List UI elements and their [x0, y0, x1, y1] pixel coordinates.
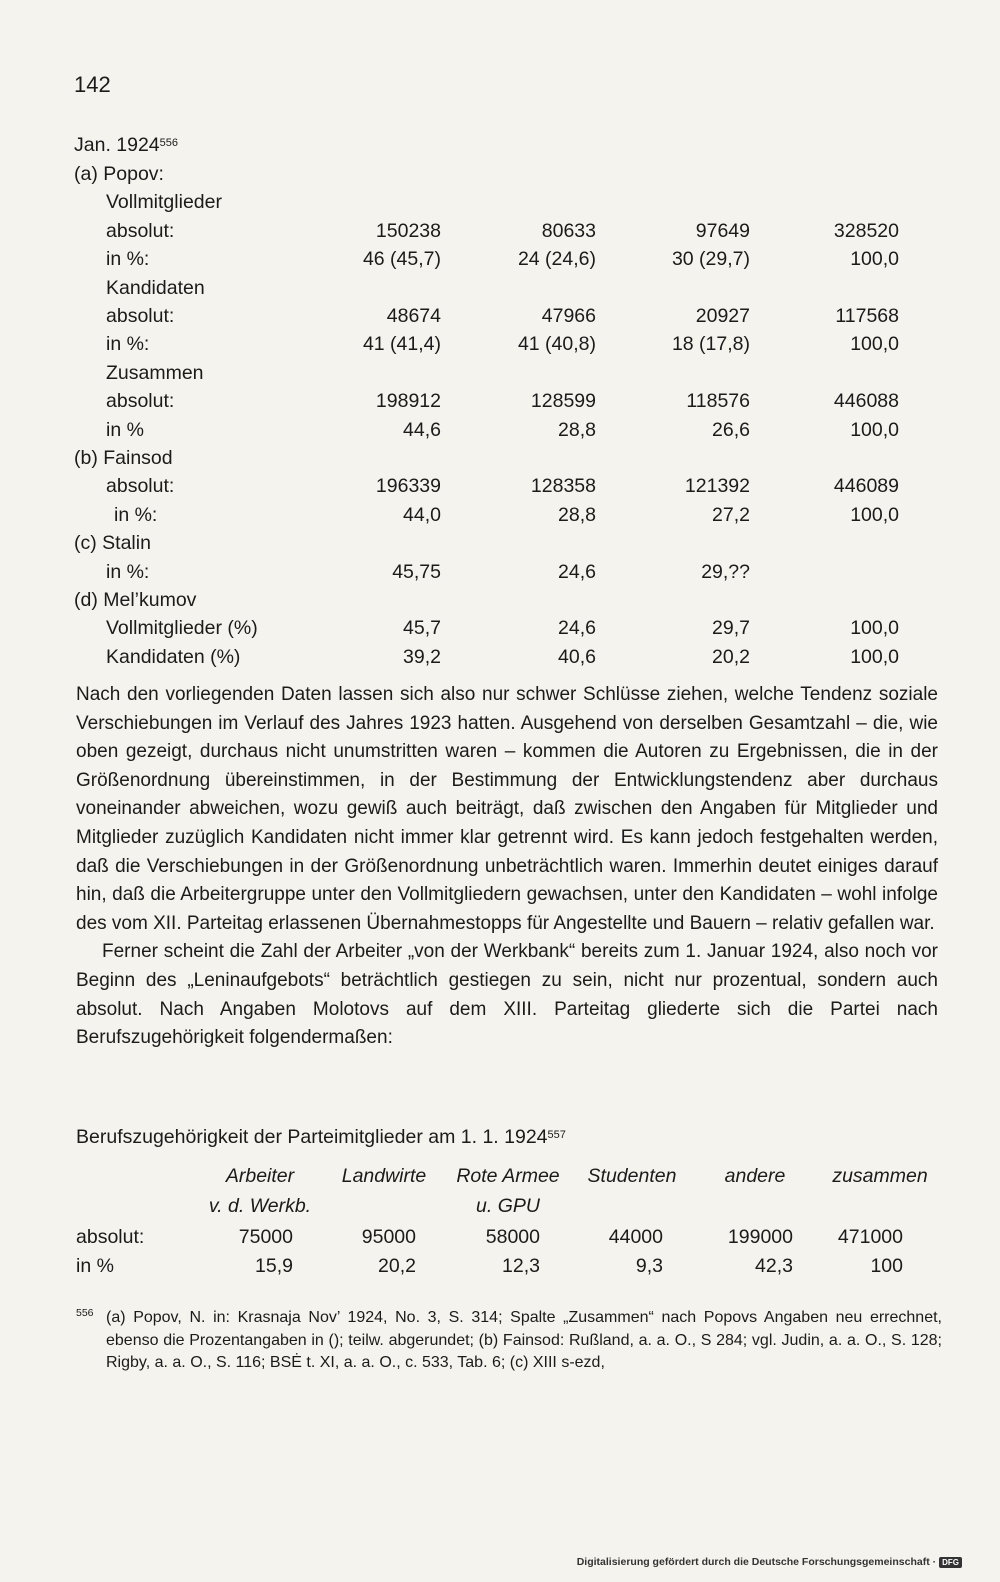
row-value: 97649 — [695, 219, 750, 242]
row-value: 100,0 — [850, 503, 899, 526]
table-cell: 199000 — [727, 1226, 793, 1248]
column-header: Studenten — [587, 1165, 677, 1187]
row-value: 47966 — [541, 305, 596, 327]
row-value: 28,8 — [558, 503, 596, 526]
page-number: 142 — [74, 72, 111, 97]
row-value: 121392 — [684, 475, 750, 498]
paragraph-1: Nach den vorliegenden Daten lassen sich also nur schwer Schlüsse ziehen, welche Tendenz soziale Verschiebungen im Verlauf des Jahres 1923 hatten. Ausgehend von derselben Gesamtzahl – die, wie oben gezeigt, durchaus nicht unumstritten waren – kommen die Autoren zu Ergebnissen, die in der Größenordnung übereinstimmen, in der Bestimmung der Entwicklungstendenz aber durchaus voneinander abweichen, wozu gewiß auch beiträgt, daß zwischen den Angaben für Mitglieder und Mitglieder zuzüglich Kandidaten nicht immer klar getrennt wird. Es kann jedoch festgehalten werden, daß die Verschiebungen in der Größenordnung unbeträchtlich waren. Immerhin deutet einiges darauf hin, daß die Arbeitergruppe unter den Vollmitgliedern gewachsen, unter den Kandidaten – wohl infolge des vom XII. Parteitag erlassenen Übernahmestopps für Angestellte und Bauern – relativ gefallen war. — [76, 684, 938, 934]
table-cell: 95000 — [361, 1226, 416, 1248]
table-cell: 20,2 — [378, 1255, 416, 1277]
row-label: Vollmitglieder (%) — [106, 617, 258, 640]
body-text — [76, 681, 938, 1053]
row-value: 100,0 — [850, 418, 899, 441]
digitization-footer — [577, 1556, 962, 1568]
footer-text: Digitalisierung gefördert durch die Deutsche Forschungsgemeinschaft · — [576, 1556, 937, 1568]
table-cell: 471000 — [837, 1226, 903, 1248]
row-value: 24,6 — [558, 617, 596, 640]
row-label: (c) Stalin — [74, 532, 151, 555]
row-value: 100,0 — [850, 617, 899, 640]
table-cell: 42,3 — [755, 1255, 793, 1277]
row-label: in %: — [106, 560, 150, 583]
row-value: 45,7 — [403, 617, 441, 640]
row-value: 100,0 — [850, 248, 899, 271]
table-caption: Berufszugehörigkeit der Parteimitglieder am 1. 1. 1924$^{557}$ — [76, 1126, 566, 1148]
column-header: Rote Armee — [456, 1165, 560, 1187]
footnote-ref-556[interactable]: 556 — [159, 137, 179, 149]
column-header: andere — [724, 1165, 786, 1187]
row-value: 45,75 — [392, 560, 441, 583]
column-header: v. d. Werkb. — [208, 1195, 312, 1217]
row-label: in % — [106, 418, 144, 441]
row-label: absolut: — [106, 475, 175, 498]
row-label: in %: — [106, 333, 150, 356]
row-value: 44,6 — [403, 418, 441, 441]
row-value: 24,6 — [558, 560, 596, 583]
row-value: 41 (41,4) — [362, 333, 441, 356]
row-value: 328520 — [833, 219, 899, 242]
row-value: 196339 — [375, 475, 441, 498]
row-label: absolut: — [106, 390, 175, 413]
row-value: 28,8 — [558, 418, 596, 441]
row-label: (b) Fainsod — [74, 447, 173, 469]
column-header: Landwirte — [341, 1165, 427, 1187]
row-value: 41 (40,8) — [517, 333, 596, 356]
row-value: 128599 — [530, 390, 596, 413]
row-value: 29,?? — [701, 560, 750, 583]
row-value: 100,0 — [850, 333, 899, 356]
row-label: Kandidaten — [106, 276, 205, 299]
row-value: 26,6 — [712, 418, 750, 441]
row-value: 20927 — [695, 305, 750, 327]
table-cell: 44000 — [608, 1226, 663, 1248]
row-value: 100,0 — [850, 645, 899, 668]
table-cell: 100 — [870, 1255, 903, 1277]
row-label: Kandidaten (%) — [106, 645, 241, 668]
table-cell: 58000 — [485, 1226, 540, 1248]
footnote-556 — [76, 1307, 942, 1375]
row-value: 27,2 — [712, 503, 750, 526]
row-value: 118576 — [686, 390, 750, 413]
row-label: absolut: — [106, 219, 175, 242]
table-row-label: absolut: — [76, 1226, 145, 1248]
table-cell: 9,3 — [635, 1255, 663, 1277]
column-header: Arbeiter — [225, 1165, 295, 1187]
row-label: in %: — [114, 503, 158, 526]
row-value: 46 (45,7) — [362, 248, 441, 271]
row-value: 80633 — [541, 219, 596, 242]
row-label: absolut: — [106, 305, 175, 327]
row-value: 48674 — [386, 305, 441, 327]
row-label: Vollmitglieder — [106, 191, 222, 214]
table-row-label: in % — [76, 1255, 114, 1277]
row-value: 20,2 — [712, 645, 750, 668]
row-value: 24 (24,6) — [517, 248, 596, 271]
row-label: (d) Mel’kumov — [74, 589, 197, 611]
row-value: 198912 — [375, 390, 441, 413]
dfg-logo: DFG — [939, 1557, 962, 1568]
paragraph-2: Ferner scheint die Zahl der Arbeiter „von der Werkbank“ bereits zum 1. Januar 1924, also noch vor Beginn des „Leninaufgebots“ beträchtlich gestiegen zu sein, nicht nur prozentual, sondern auch absolut. Nach Angaben Molotovs auf dem XIII. Parteitag gliederte sich die Partei nach Berufszugehörigkeit folgendermaßen: — [76, 941, 938, 1049]
row-value: 39,2 — [403, 645, 441, 668]
footnote-mark: 556 — [76, 1307, 94, 1319]
column-header: u. GPU — [476, 1195, 540, 1217]
table-cell: 15,9 — [255, 1255, 293, 1277]
table-cell: 12,3 — [502, 1255, 540, 1277]
row-value: 30 (29,7) — [671, 248, 750, 271]
row-value: 446088 — [833, 390, 899, 413]
row-value: 117568 — [835, 305, 899, 327]
row-value: 29,7 — [712, 617, 750, 640]
row-label: in %: — [106, 248, 150, 271]
footnote-ref-557[interactable]: 557 — [547, 1129, 566, 1141]
row-label: Zusammen — [106, 361, 204, 384]
row-value: 150238 — [375, 219, 441, 242]
row-value: 44,0 — [403, 503, 441, 526]
column-header: zusammen — [832, 1165, 928, 1187]
row-label: (a) Popov: — [74, 163, 164, 185]
table-cell: 75000 — [238, 1226, 293, 1248]
row-value: 446089 — [833, 475, 899, 498]
row-value: 18 (17,8) — [671, 333, 750, 356]
row-value: 128358 — [530, 475, 596, 498]
row-value: 40,6 — [558, 645, 596, 668]
section-heading: Jan. 1924$^{556}$ — [74, 134, 179, 156]
footnote-text: (a) Popov, N. in: Krasnaja Nov’ 1924, No. 3, S. 314; Spalte „Zusammen“ nach Popovs Angaben neu errechnet, ebenso die Prozentangaben in (); teilw. abgerundet; (b) Fainsod: Rußland, a. a. O., S 284; vgl. Judin, a. a. O., S. 128; Rigby, a. a. O., S. 116; BSĖ t. XI, a. a. O., c. 533, Tab. 6; (c) XIII s-ezd, — [106, 1309, 942, 1371]
